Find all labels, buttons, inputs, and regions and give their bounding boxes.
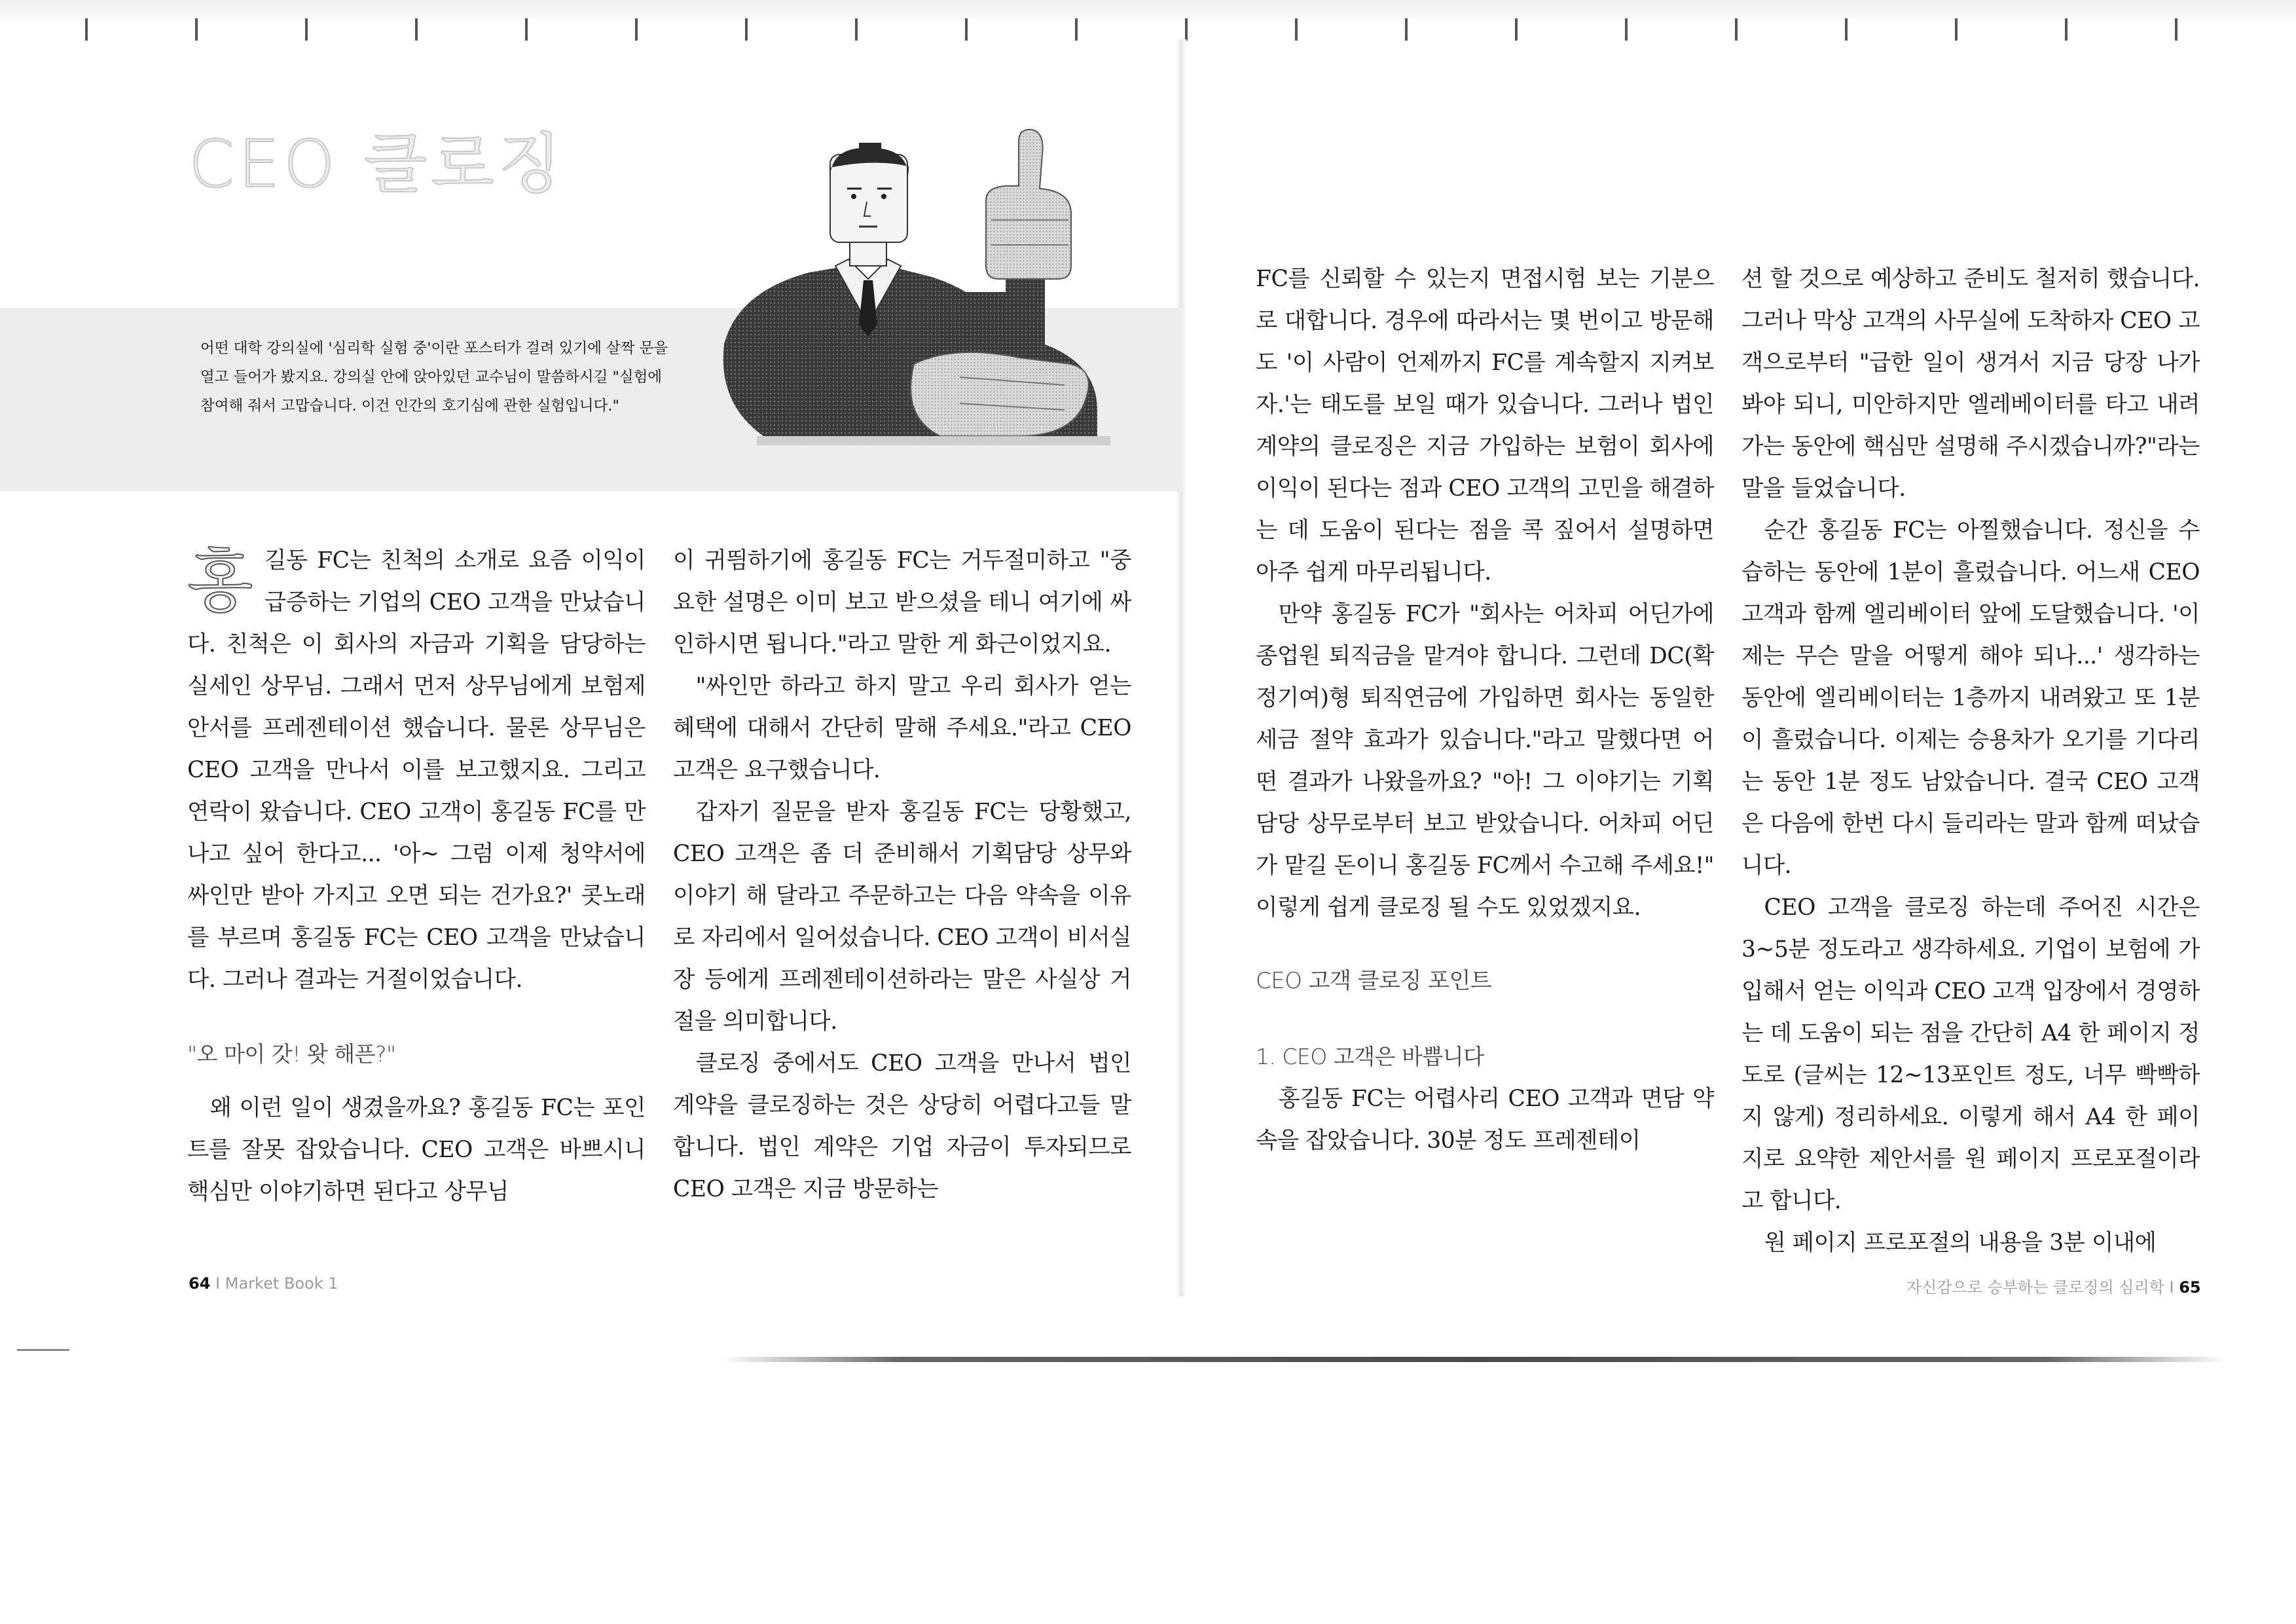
tick-mark — [525, 18, 528, 41]
illustration-caption: 어떤 대학 강의실에 '심리학 실험 중'이란 포스터가 걸려 있기에 살짝 문을 열고 들어가 봤지요. 강의실 안에 앉아있던 교수님이 말씀하시길 "실험에 참여해 줘서 고맙습니다. 이건 인간의 호기심에 관한 실험입니다." — [200, 340, 668, 415]
body-paragraph: 션 할 것으로 예상하고 준비도 철저히 했습니다. 그러나 막상 고객의 사무실에 도착하자 CEO 고객으로부터 "급한 일이 생겨서 지금 당장 나가봐야 되니, 미안하지만 엘레베이터를 타고 내려가는 동안에 핵심만 설명해 주시겠습니까?"라는 말을 들었습니다. — [1741, 266, 2200, 502]
tick-mark — [1735, 18, 1738, 41]
right-page-footer — [1906, 1274, 2201, 1297]
tick-mark — [1075, 18, 1078, 41]
tick-mark — [1845, 18, 1848, 41]
tick-mark — [85, 18, 88, 41]
body-paragraph: 왜 이런 일이 생겼을까요? 홍길동 FC는 포인트를 잘못 잡았습니다. CEO 고객은 바쁘시니 핵심만 이야기하면 된다고 상무님 — [187, 1095, 646, 1205]
column-1 — [187, 540, 646, 1213]
tick-mark — [1955, 18, 1958, 41]
column-3 — [1256, 258, 1714, 1162]
scan-artifact-line — [720, 1357, 2226, 1362]
body-paragraph: CEO 고객을 클로징 하는데 주어진 시간은 3~5분 정도라고 생각하세요. 기업이 보험에 가입해서 얻는 이익과 CEO 고객 입장에서 경영하는 데 도움이 되는 점을 간단히 A4 한 페이지 정도로 (글씨는 12~13포인트 정도, 너무 빡빡하지 않게) 정리하세요. 이렇게 해서 A4 한 페이지로 요약한 제안서를 원 페이지 프로포절이라고 합니다. — [1741, 895, 2200, 1214]
tick-mark — [1515, 18, 1518, 41]
scan-artifact-mark — [17, 1337, 69, 1351]
body-paragraph: 홍길동 FC는 어렵사리 CEO 고객과 면담 약속을 잡았습니다. 30분 정도 프레젠테이 — [1256, 1086, 1714, 1154]
footer-separator: I — [215, 1274, 221, 1293]
body-paragraph: 클로징 중에서도 CEO 고객을 만나서 법인 계약을 클로징하는 것은 상당히 어렵다고들 말합니다. 법인 계약은 기업 자금이 투자되므로 CEO 고객은 지금 방문하는 — [673, 1050, 1131, 1202]
tick-mark — [305, 18, 308, 41]
tick-mark — [1625, 18, 1628, 41]
tick-mark — [745, 18, 748, 41]
book-title: Market Book 1 — [225, 1274, 338, 1293]
tick-mark — [855, 18, 858, 41]
footer-separator: I — [2169, 1278, 2174, 1297]
body-paragraph: 길동 FC는 친척의 소개로 요즘 이익이 급증하는 기업의 CEO 고객을 만났습니다. 친척은 이 회사의 자금과 기획을 담당하는 실세인 상무님. 그래서 먼저 상무님에게 보험제안서를 프레젠테이션 했습니다. 물론 상무님은 CEO 고객을 만나서 이를 보고했지요. 그리고 연락이 왔습니다. CEO 고객이 홍길동 FC를 만나고 싶어 한다고... '아~ 그럼 이제 청약서에 싸인만 받아 가지고 오면 되는 건가요?' 콧노래를 부르며 홍길동 FC는 CEO 고객을 만났습니다. 그러나 결과는 거절이었습니다. — [187, 547, 646, 993]
body-paragraph: 원 페이지 프로포절의 내용을 3분 이내에 — [1764, 1230, 2157, 1256]
tick-mark — [1405, 18, 1408, 41]
tick-mark — [2175, 18, 2178, 41]
right-page-number: 65 — [2179, 1278, 2201, 1297]
drop-cap: 홍 — [187, 542, 253, 621]
body-paragraph: "싸인만 하라고 하지 말고 우리 회사가 얻는 혜택에 대해서 간단히 말해 주세요."라고 CEO 고객은 요구했습니다. — [673, 673, 1131, 783]
body-paragraph: 갑자기 질문을 받자 홍길동 FC는 당황했고, CEO 고객은 좀 더 준비해서 기획담당 상무와 이야기 해 달라고 주문하고는 다음 약속을 이유로 자리에서 일어섰습니다. CEO 고객이 비서실장 등에게 프레젠테이션하라는 말은 사실상 거절을 의미합니다. — [673, 799, 1131, 1035]
tick-mark — [965, 18, 968, 41]
body-paragraph: 만약 홍길동 FC가 "회사는 어차피 어딘가에 종업원 퇴직금을 맡겨야 합니다. 그런데 DC(확정기여)형 퇴직연금에 가입하면 회사는 동일한 세금 절약 효과가 있습니다."라고 말했다면 어떤 결과가 나왔을까요? "아! 그 이야기는 기획담당 상무로부터 보고 받았습니다. 어차피 어딘가 맡길 돈이니 홍길동 FC께서 수고해 주세요!" 이렇게 쉽게 클로징 될 수도 있었겠지요. — [1256, 601, 1714, 921]
tick-mark — [2065, 18, 2068, 41]
body-paragraph: FC를 신뢰할 수 있는지 면접시험 보는 기분으로 대합니다. 경우에 따라서는 몇 번이고 방문해도 '이 사람이 언제까지 FC를 계속할지 지켜보자.'는 태도를 보일 때가 있습니다. 그러나 법인 계약의 클로징은 지금 가입하는 보험이 회사에 이익이 된다는 점과 CEO 고객의 고민을 해결하는 데 도움이 된다는 점을 콕 짚어서 설명하면 아주 쉽게 마무리됩니다. — [1256, 266, 1714, 585]
body-paragraph: 순간 홍길동 FC는 아찔했습니다. 정신을 수습하는 동안에 1분이 흘렀습니다. 어느새 CEO 고객과 함께 엘리베이터 앞에 도달했습니다. '이제는 무슨 말을 어떻게 해야 되나...' 생각하는 동안에 엘리베이터는 1층까지 내려왔고 또 1분이 흘렀습니다. 이제는 승용차가 오기를 기다리는 동안 1분 정도 남았습니다. 결국 CEO 고객은 다음에 한번 다시 들리라는 말과 함께 떠났습니다. — [1741, 517, 2200, 879]
left-page-footer — [189, 1274, 338, 1293]
left-page-number: 64 — [189, 1274, 211, 1293]
column-4 — [1741, 258, 2200, 1264]
businessman-thumbs-up-illustration — [678, 128, 1176, 506]
scan-edge-top — [0, 0, 2296, 26]
column-2 — [673, 540, 1131, 1210]
tick-mark — [1295, 18, 1298, 41]
page-gutter — [1176, 39, 1186, 1297]
section-heading: CEO 고객 클로징 포인트 — [1256, 968, 1492, 994]
tick-mark — [1185, 18, 1188, 41]
tick-mark — [415, 18, 418, 41]
pull-quote: "오 마이 갓! 왓 해픈?" — [187, 1041, 396, 1067]
tick-mark — [635, 18, 638, 41]
subsection-heading: 1. CEO 고객은 바쁩니다 — [1256, 1044, 1484, 1069]
running-title: 자신감으로 승부하는 클로징의 심리학 — [1906, 1278, 2164, 1297]
body-paragraph: 이 귀띔하기에 홍길동 FC는 거두절미하고 "중요한 설명은 이미 보고 받으셨을 테니 여기에 싸인하시면 됩니다."라고 말한 게 화근이었지요. — [673, 547, 1131, 657]
tick-mark — [195, 18, 198, 41]
chapter-title: CEO 클로징 — [189, 126, 566, 202]
